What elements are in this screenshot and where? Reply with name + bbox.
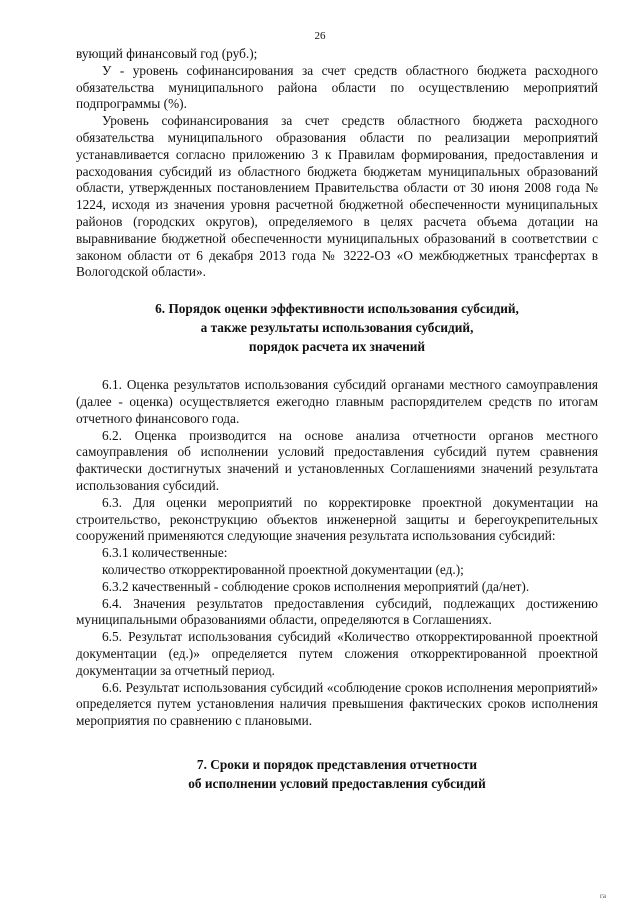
section-7-heading-line: об исполнении условий предоставления субсидий xyxy=(188,775,486,791)
section-6-heading xyxy=(76,299,598,356)
paragraph-cofinancing-level: Уровень софинансирования за счет средств областного бюджета расходного обязательства муниципального образования области по реализации мероприятий устанавливается согласно приложению 3 к Правилам формирования, предоставления и расходования субсидий из областного бюджета бюджетам муниципальных образований области, утвержденных постановлением Правительства области от 30 июня 2008 года № 1224, исходя из значения уровня расчетной бюджетной обеспеченности муниципальных районов (городских округов), определяемого в целях расчета объема дотации на выравнивание бюджетной обеспеченности муниципальных образований в соответствии с законом области от 6 декабря 2013 года № 3222-ОЗ «О межбюджетных трансфертах в Вологодской области». xyxy=(76,113,598,280)
section-7-heading-line: 7. Сроки и порядок представления отчетности xyxy=(196,756,478,772)
paragraph-u-definition: У - уровень софинансирования за счет средств областного бюджета расходного обязательства муниципального района области по осуществлению мероприятий подпрограммы (%). xyxy=(76,62,598,112)
section-6-heading-line: а также результаты использования субсидий, xyxy=(200,320,474,336)
section-6-heading-line: порядок расчета их значений xyxy=(248,339,426,355)
paragraph-6-3-2: 6.3.2 качественный - соблюдение сроков исполнения мероприятий (да/нет). xyxy=(102,578,530,594)
paragraph-6-5: 6.5. Результат использования субсидий «Количество откорректированной проектной документации (ед.)» определяется путем сложения откорректированной проектной документации за отчетный период. xyxy=(76,629,598,678)
document-body xyxy=(76,46,598,793)
paragraph-6-2: 6.2. Оценка производится на основе анализа отчетности органов местного самоуправления об исполнении условий предоставления субсидий путем сравнения фактически достигнутых значений и установленных Соглашениями значений результата использования субсидий. xyxy=(76,427,598,493)
paragraph-6-3-1: 6.3.1 количественные: xyxy=(102,545,228,561)
page-number: 26 xyxy=(314,30,326,42)
paragraph-6-3: 6.3. Для оценки мероприятий по корректировке проектной документации на строительство, реконструкцию объектов инженерной защиты и берегоукрепительных сооружений применяются следующие значения результата использования субсидий: xyxy=(76,494,598,544)
paragraph-6-6: 6.6. Результат использования субсидий «соблюдение сроков исполнения мероприятий» определяется путем установления наличия превышения фактических сроков исполнения мероприятия по сравнению с плановыми. xyxy=(76,679,598,729)
paragraph-6-3-1-item: количество откорректированной проектной документации (ед.); xyxy=(102,561,464,577)
paragraph-6-1: 6.1. Оценка результатов использования субсидий органами местного самоуправления (далее - оценка) осуществляется ежегодно главным распорядителем средств по итогам отчетного финансового года. xyxy=(76,377,598,426)
corner-mark: га xyxy=(600,892,606,900)
section-7-heading xyxy=(76,755,598,793)
section-6-heading-line: 6. Порядок оценки эффективности использования субсидий, xyxy=(155,301,519,317)
paragraph-continuation: вующий финансовый год (руб.); xyxy=(76,46,258,61)
paragraph-6-4: 6.4. Значения результатов предоставления субсидий, подлежащих достижению муниципальными образованиями области, определяются в Соглашениях. xyxy=(76,595,598,628)
